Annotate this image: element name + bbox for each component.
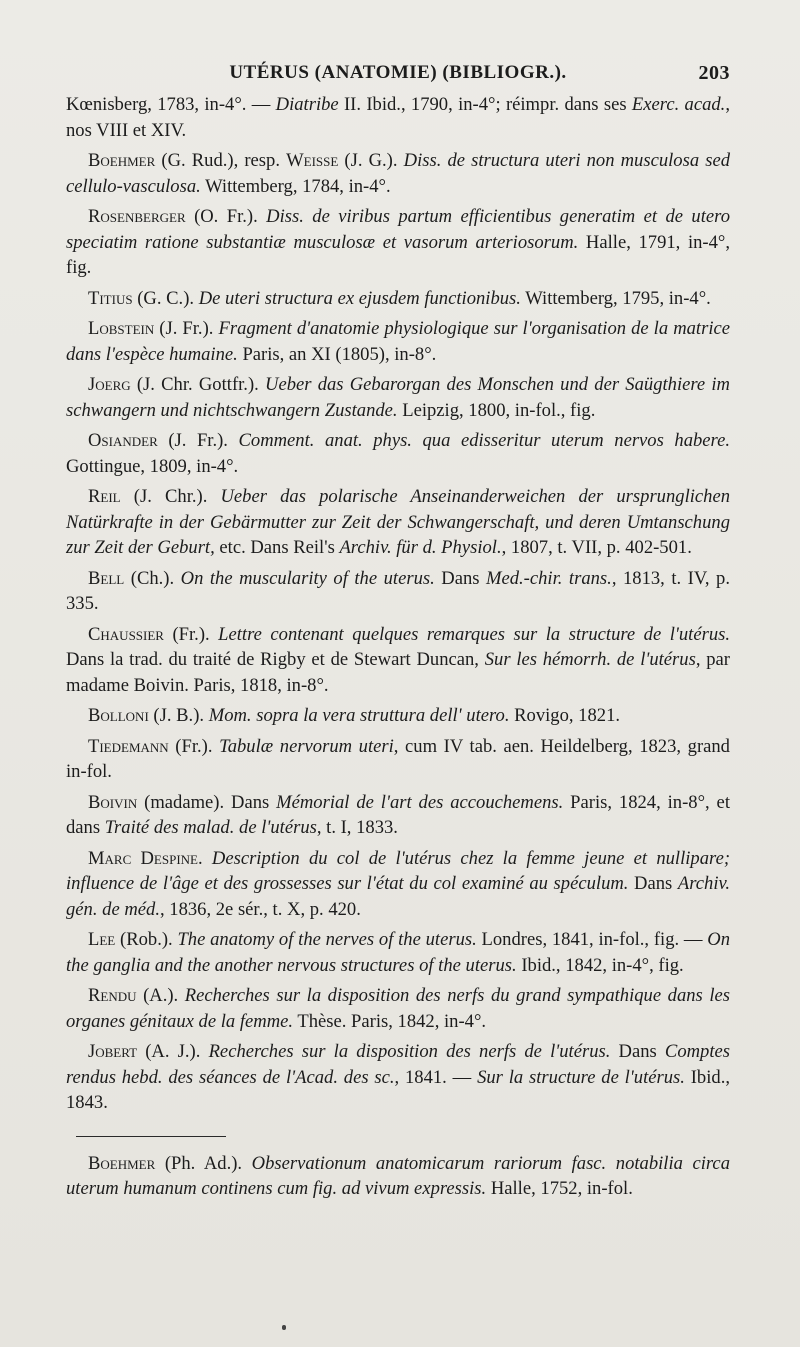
entry-text: Halle, 1791, in-4°, fig. (66, 231, 731, 278)
work-title: Mémorial de l'art des accouchemens. (276, 791, 564, 813)
author-name: Bolloni (88, 705, 149, 726)
entry-text: Londres, 1841, in-fol., fig. — (476, 929, 708, 950)
entry-text: (G. C.). (132, 287, 199, 309)
running-header (66, 58, 730, 92)
author-name: Tiedemann (88, 735, 169, 757)
bibliography-entry (66, 927, 730, 978)
work-title: Ueber das Gebarorgan des Monschen und der Saügthiere im schwangern und nichtschwangern Zustande. (66, 374, 730, 421)
entry-text: Wittemberg, 1795, in-4°. (520, 287, 711, 309)
work-title: Archiv. für d. Physiol. (339, 537, 502, 558)
entry-text: Dans (610, 1041, 665, 1062)
section-rule (76, 1136, 226, 1137)
bibliography-entry (66, 566, 730, 617)
work-title: Sur les hémorrh. de l'utérus (484, 649, 696, 670)
author-name: Marc Despine (88, 847, 198, 869)
bibliography-entry (66, 1151, 730, 1202)
entry-text: Thèse. Paris, 1842, in-4°. (293, 1010, 487, 1032)
work-title: Mom. sopra la vera struttura dell' utero. (208, 705, 510, 726)
bibliography-entry (66, 484, 730, 561)
entry-text: (Ph. Ad.). (155, 1152, 252, 1174)
work-title: Exerc. acad. (631, 94, 726, 115)
author-name: Lee (88, 929, 116, 950)
ink-speck (282, 1325, 286, 1330)
author-name: Lobstein (88, 318, 155, 339)
entry-text: (J. Chr. Gottfr.). (130, 374, 266, 395)
entry-text: , 1841. — (394, 1066, 478, 1088)
entry-text: Dans (434, 567, 486, 589)
work-title: Fragment d'anatomie physiologique sur l'organisation de la matrice dans l'espèce humaine. (66, 318, 730, 365)
entry-text: (Ch.). (124, 567, 181, 589)
bibliography-entry (66, 92, 730, 143)
entry-text: (Rob.). (115, 929, 178, 950)
entry-text: II. Ibid., 1790, in-4°; réimpr. dans ses (338, 94, 632, 115)
author-name: Boehmer (88, 1152, 156, 1174)
work-title: Diss. de viribus partum efficientibus generatim et de utero speciatim ratione substantiæ musculosæ et vasorum arteriosorum. (66, 206, 730, 253)
entry-text: , 1836, 2e sér., t. X, p. 420. (159, 898, 361, 920)
author-name: Titius (88, 287, 133, 309)
bibliography-entry (66, 622, 730, 699)
entry-text: (A. J.). (137, 1041, 209, 1062)
entry-text: Wittemberg, 1784, in-4°. (200, 175, 391, 197)
author-name: Joerg (88, 374, 131, 395)
work-title: Traité des malad. de l'utérus (104, 817, 317, 838)
entry-text: , 1813, t. IV, p. 335. (66, 567, 730, 614)
entry-text: , t. I, 1833. (316, 817, 398, 838)
bibliography-entry (66, 148, 730, 199)
entry-text: Paris, 1824, in-8°, et dans (66, 791, 730, 838)
entry-text: (madame). Dans (137, 791, 277, 813)
entry-text: , 1807, t. VII, p. 402-501. (501, 537, 692, 558)
bibliography-entry (66, 428, 730, 479)
author-name: Jobert (88, 1041, 138, 1062)
bibliography-list (66, 92, 730, 1116)
entry-text: Paris, an XI (1805), in-8°. (237, 343, 437, 365)
entry-text: (O. Fr.). (185, 206, 267, 227)
bibliography-entry (66, 983, 730, 1034)
bibliography-entry (66, 790, 730, 841)
entry-text: Dans (628, 873, 678, 894)
work-title: De uteri structura ex ejusdem functionibus. (198, 287, 521, 309)
entry-text: (G. Rud.), resp. (155, 150, 287, 171)
work-title: Ueber das polarische Anseinanderweichen der ursprunglichen Natürkrafte in der Gebärmutter zur Zeit der Schwangerschaft, und deren Umtanschung zur Zeit der Geburt, (66, 486, 731, 558)
entry-text: (J. Fr.). (157, 430, 239, 451)
bibliography-entry (66, 703, 730, 729)
bibliography-entry (66, 372, 730, 423)
work-title: Lettre contenant quelques remarques sur la structure de l'utérus. (218, 623, 730, 645)
entry-text: Halle, 1752, in-fol. (486, 1178, 633, 1199)
entry-text: (Fr.). (163, 623, 219, 645)
author-name: Boivin (88, 791, 138, 813)
work-title: Description du col de l'utérus chez la femme jeune et nullipare; influence de l'âge et des grossesses sur l'état du col examiné au spéculum. (66, 847, 731, 894)
bibliography-entry (66, 734, 730, 785)
author-name: Osiander (88, 430, 158, 451)
author-name: Rosenberger (88, 206, 186, 227)
bibliography-entry (66, 846, 730, 923)
entry-text: . (198, 847, 212, 869)
bibliography-entry (66, 316, 730, 367)
entry-text: Ibid., 1843. (66, 1066, 730, 1113)
work-title: Recherches sur la disposition des nerfs de l'utérus. (208, 1041, 611, 1062)
author-name: Chaussier (88, 623, 164, 645)
entry-text: Gottingue, 1809, in-4°. (66, 455, 239, 477)
work-title: The anatomy of the nerves of the uterus. (177, 929, 477, 950)
entry-text: (J. Chr.). (120, 486, 221, 507)
author-name: Boehmer (88, 150, 156, 171)
work-title: Archiv. gén. de méd. (66, 873, 730, 920)
author-name: Bell (88, 567, 125, 589)
entry-text: Ibid., 1842, in-4°, fig. (516, 954, 684, 976)
entry-text: Kœnisberg, 1783, in-4°. — (66, 94, 276, 115)
entry-text: (A.). (136, 985, 185, 1006)
entry-text: (J. G.). (338, 150, 404, 171)
work-title: Diss. de structura uteri non musculosa sed cellulo-vasculosa. (66, 150, 730, 197)
work-title: On the ganglia and the another nervous structures of the uterus. (66, 929, 731, 976)
author-name: Reil (88, 486, 121, 507)
work-title: Comment. anat. phys. qua edisseritur uterum nervos habere. (238, 430, 730, 451)
work-title: Observationum anatomicarum rariorum fasc. notabilia circa uterum humanum continens cum fig. ad vivum expressis. (66, 1152, 730, 1199)
work-title: Med.-chir. trans. (486, 567, 612, 589)
entry-text: (Fr.). (168, 735, 220, 757)
bibliography-entry (66, 286, 730, 312)
entry-text: Rovigo, 1821. (509, 705, 621, 726)
entry-text: (J. Fr.). (154, 318, 219, 339)
work-title: On the muscularity of the uterus. (180, 567, 435, 589)
author-name: Weisse (286, 150, 339, 171)
entry-text: Dans la trad. du traité de Rigby et de Stewart Duncan, (66, 649, 485, 670)
entry-text: , cum IV tab. aen. Heildelberg, 1823, grand in-fol. (66, 735, 730, 782)
bibliography-entry (66, 204, 730, 281)
entry-text: (J. B.). (148, 705, 209, 726)
entry-text: Leipzig, 1800, in-fol., fig. (397, 399, 596, 421)
footnote-bibliography (66, 1151, 730, 1202)
work-title: Sur la structure de l'utérus. (477, 1066, 685, 1088)
work-title: Tabulæ nervorum uteri (219, 735, 394, 757)
entry-text: , nos VIII et XIV. (66, 94, 730, 141)
work-title: Diatribe (275, 94, 339, 115)
entry-text: etc. Dans Reil's (214, 537, 340, 558)
author-name: Rendu (88, 985, 137, 1006)
work-title: Comptes rendus hebd. des séances de l'Acad. des sc. (66, 1041, 730, 1088)
entry-text: , par madame Boivin. Paris, 1818, in-8°. (66, 649, 730, 696)
bibliography-entry (66, 1039, 730, 1116)
page-number: 203 (698, 62, 730, 84)
running-title: UTÉRUS (ANATOMIE) (BIBLIOGR.). (229, 62, 567, 83)
work-title: Recherches sur la disposition des nerfs du grand sympathique dans les organes génitaux de la femme. (66, 985, 731, 1032)
